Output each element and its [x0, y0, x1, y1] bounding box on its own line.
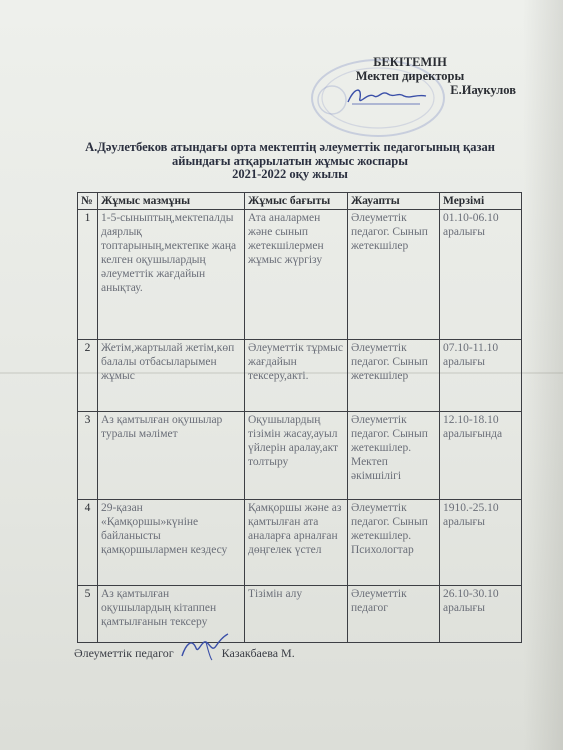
row-deadline: 12.10-18.10 аралығында	[440, 412, 522, 500]
title-line-3: 2021-2022 оқу жылы	[232, 167, 348, 181]
table-header-row	[78, 193, 522, 210]
row-number: 4	[78, 500, 98, 586]
header-deadline: Мерзімі	[440, 193, 522, 210]
row-content: Аз қамтылған оқушылардың кітаппен қамтылғанын тексеру	[98, 586, 245, 643]
work-plan-table	[77, 192, 522, 643]
row-content: 1-5-сыныптың,мектепалды даярлық топтарының,мектепке жаңа келген оқушылардың әлеуметтік жағдайын анықтау.	[98, 210, 245, 340]
row-deadline: 01.10-06.10 аралығы	[440, 210, 522, 340]
row-deadline: 07.10-11.10 аралығы	[440, 340, 522, 412]
paper-shadow	[523, 0, 563, 750]
table-row	[78, 586, 522, 643]
row-responsible: Әлеуметтік педагог. Сынып жетекшілер. Мектеп әкімшілігі	[348, 412, 440, 500]
footer-role: Әлеуметтік педагог	[74, 646, 174, 660]
table-row	[78, 210, 522, 340]
row-deadline: 26.10-30.10 аралығы	[440, 586, 522, 643]
table-row	[78, 500, 522, 586]
title-line-1: А.Дәулетбеков атындағы орта мектептің әлеуметтік педагогының қазан	[85, 140, 495, 154]
row-direction: Ата аналармен және сынып жетекшілермен жұмыс жүргізу	[245, 210, 348, 340]
row-content: Аз қамтылған оқушылар туралы мәлімет	[98, 412, 245, 500]
row-number: 1	[78, 210, 98, 340]
row-direction: Оқушылардың тізімін жасау,ауыл үйлерін аралау,акт толтыру	[245, 412, 348, 500]
row-content: Жетім,жартылай жетім,көп балалы отбасыларымен жұмыс	[98, 340, 245, 412]
table-row	[78, 412, 522, 500]
row-responsible: Әлеуметтік педагог. Сынып жетекшілер	[348, 210, 440, 340]
title-line-2: айындағы атқарылатын жұмыс жоспары	[172, 153, 408, 168]
row-direction: Тізімін алу	[245, 586, 348, 643]
row-number: 3	[78, 412, 98, 500]
director-signature	[340, 82, 430, 110]
row-number: 2	[78, 340, 98, 412]
row-content: 29-қазан «Қамқоршы»күніне байланысты қамқоршылармен кездесу	[98, 500, 245, 586]
row-responsible: Әлеуметтік педагог. Сынып жетекшілер. Психологтар	[348, 500, 440, 586]
header-number: №	[78, 193, 98, 210]
row-direction: Қамқоршы және аз қамтылған ата аналарға арналған дөңгелек үстел	[245, 500, 348, 586]
document-title	[40, 141, 540, 182]
approval-heading: БЕКІТЕМІН	[373, 55, 447, 69]
approval-position: Мектеп директоры	[355, 69, 465, 83]
table-row	[78, 340, 522, 412]
row-deadline: 1910.-25.10 аралығы	[440, 500, 522, 586]
teacher-signature	[176, 630, 246, 664]
row-direction: Әлеуметтік тұрмыс жағдайын тексеру,акті.	[245, 340, 348, 412]
row-number: 5	[78, 586, 98, 643]
row-responsible: Әлеуметтік педагог. Сынып жетекшілер	[348, 340, 440, 412]
header-content: Жұмыс мазмұны	[98, 193, 245, 210]
header-responsible: Жауапты	[348, 193, 440, 210]
row-responsible: Әлеуметтік педагог	[348, 586, 440, 643]
header-direction: Жұмыс бағыты	[245, 193, 348, 210]
footer-name: Казакбаева М.	[221, 646, 295, 660]
approval-director-name: Е.Иаукулов	[450, 83, 516, 97]
